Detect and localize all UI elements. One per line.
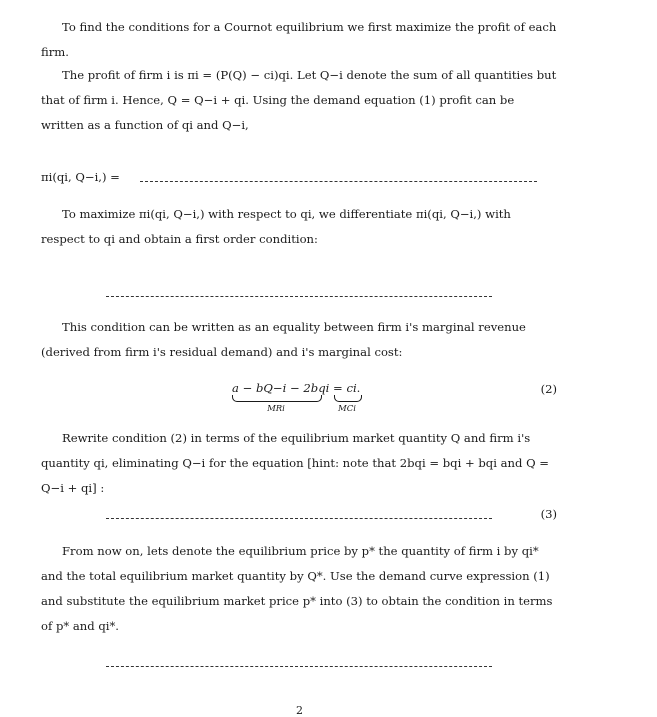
mr-underbrace xyxy=(232,395,322,402)
equation-2: a − bQ−i − 2bqi = ci. xyxy=(232,381,361,395)
eq2-marginal-cost-expr: ci xyxy=(346,381,357,395)
eq2-marginal-revenue-expr: a − bQ−i − 2bqi xyxy=(232,381,330,395)
mc-label: MCi xyxy=(338,404,356,414)
equation-number-2: (2) xyxy=(540,382,557,396)
paragraph-equilibrium: From now on, lets denote the equilibrium price by p* the quantity of firm i by qi* and the total equilibrium market quantity by Q*. Use the demand curve expression (1) and substitute the equilibrium market price p* into (3) to obtain the condition in terms of p* and qi*. xyxy=(41,544,553,633)
profit-answer-blank[interactable] xyxy=(140,181,537,182)
mr-label: MRi xyxy=(267,404,285,414)
eq2-equals-sign: = xyxy=(333,381,343,395)
profit-function-lhs: πi(qi, Q−i,) = xyxy=(41,170,120,184)
condition-3-blank[interactable] xyxy=(106,518,492,519)
paragraph-maximize: To maximize πi(qi, Q−i,) with respect to qi, we differentiate πi(qi, Q−i,) with respect to qi and obtain a first order condition: xyxy=(41,207,511,246)
equation-number-3: (3) xyxy=(540,507,557,521)
paragraph-marginal-revenue: This condition can be written as an equality between firm i's marginal revenue (derived from firm i's residual demand) and i's marginal cost: xyxy=(41,320,526,359)
mc-underbrace xyxy=(334,395,362,402)
equilibrium-condition-blank[interactable] xyxy=(106,666,492,667)
paragraph-rewrite: Rewrite condition (2) in terms of the equilibrium market quantity Q and firm i's quantity qi, eliminating Q−i for the equation [hint: note that 2bqi = bqi + bqi and Q = Q−i + qi] : xyxy=(41,431,549,495)
page-number: 2 xyxy=(296,704,303,717)
first-order-condition-blank[interactable] xyxy=(106,296,492,297)
paragraph-intro: To find the conditions for a Cournot equilibrium we first maximize the profit of each firm. xyxy=(41,20,557,59)
paragraph-profit-definition: The profit of firm i is πi = (P(Q) − ci)qi. Let Q−i denote the sum of all quantities but that of firm i. Hence, Q = Q−i + qi. Using the demand equation (1) profit can be written as a function of qi and Q−i, xyxy=(41,68,557,132)
